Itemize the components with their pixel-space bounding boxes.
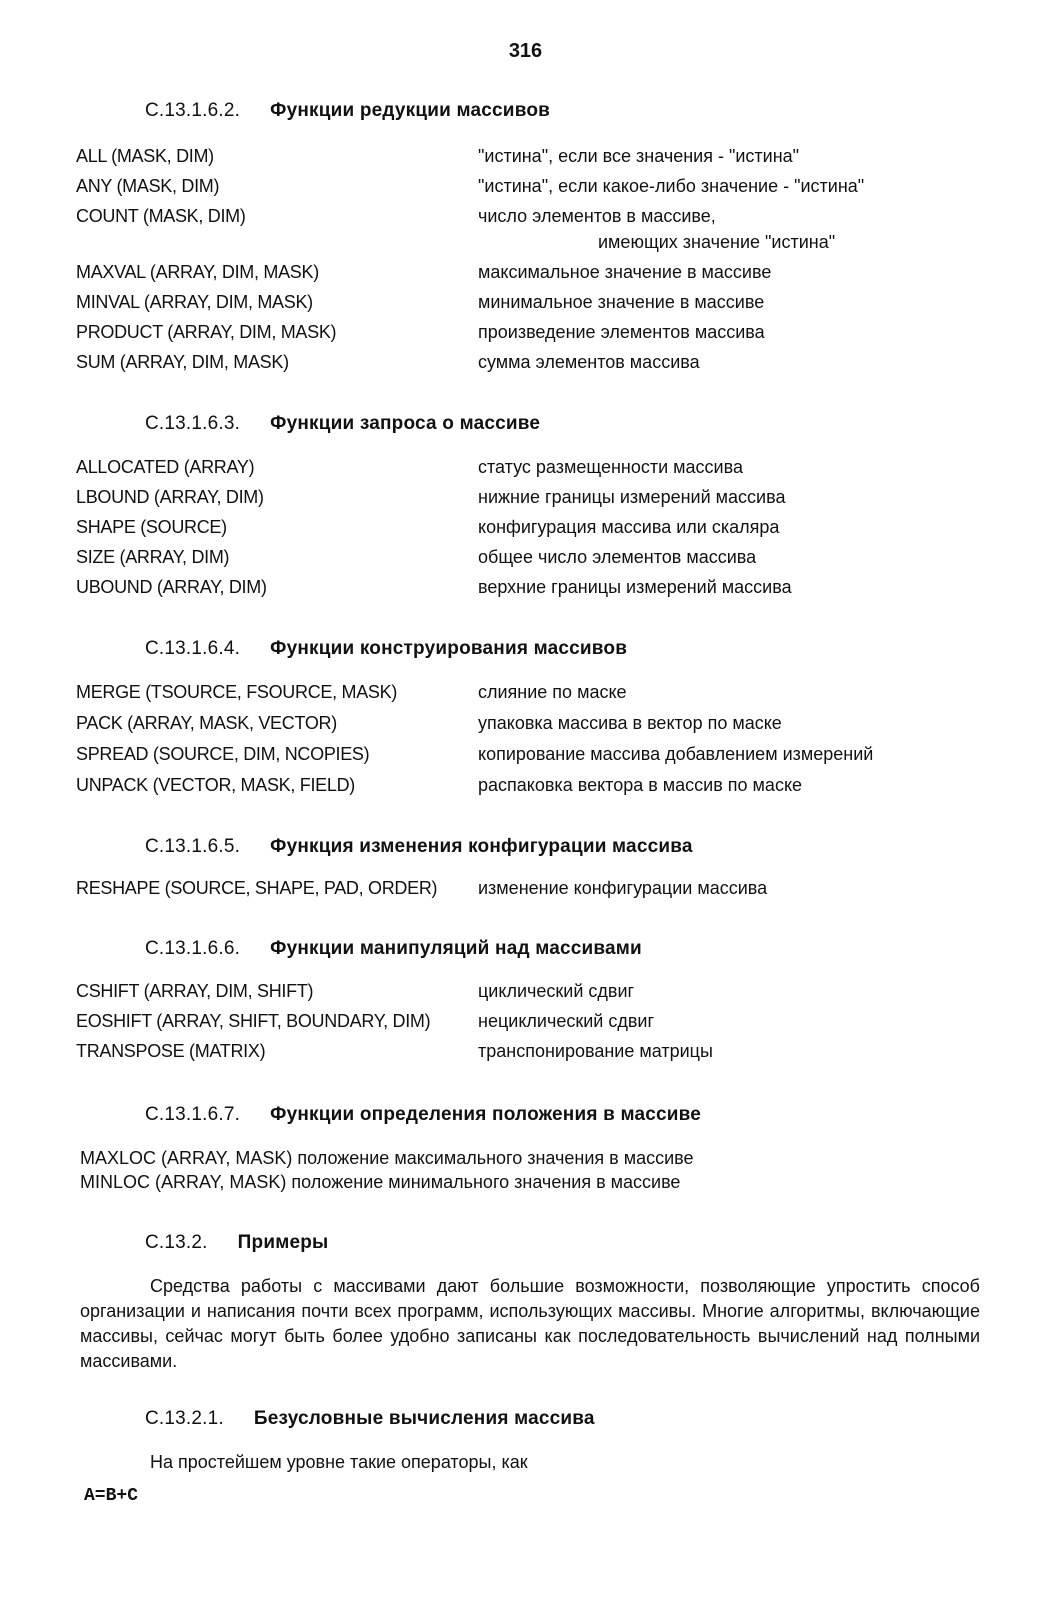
section-title: Функция изменения конфигурации массива	[270, 836, 693, 857]
section-heading	[145, 1408, 595, 1430]
section-number: С.13.1.6.6.	[145, 938, 241, 959]
list-item: MINLOC (ARRAY, MASK) положение минимального значения в массиве	[80, 1172, 681, 1192]
list-item	[0, 352, 1051, 382]
section-title: Функции манипуляций над массивами	[270, 938, 642, 959]
section-heading	[145, 836, 693, 858]
list-item-continuation	[0, 232, 1051, 262]
function-description: нижние границы измерений массива	[478, 487, 786, 507]
list-item	[0, 292, 1051, 322]
list-item	[0, 146, 1051, 176]
function-signature: PRODUCT (ARRAY, DIM, MASK)	[76, 322, 337, 342]
section-heading	[145, 100, 550, 122]
section-title: Функции редукции массивов	[270, 100, 551, 121]
section-heading	[145, 638, 627, 660]
function-description: копирование массива добавлением измерений	[478, 744, 874, 764]
section-number: С.13.2.	[145, 1232, 208, 1253]
section-number: С.13.1.6.3.	[145, 413, 241, 434]
function-description: статус размещенности массива	[478, 457, 743, 477]
function-signature: TRANSPOSE (MATRIX)	[76, 1041, 266, 1061]
list-item	[0, 1011, 1051, 1041]
function-signature: COUNT (MASK, DIM)	[76, 206, 246, 226]
section-title: Функции запроса о массиве	[270, 413, 541, 434]
list-item	[0, 487, 1051, 517]
function-signature: SPREAD (SOURCE, DIM, NCOPIES)	[76, 744, 370, 764]
list-item	[0, 577, 1051, 607]
function-signature: CSHIFT (ARRAY, DIM, SHIFT)	[76, 981, 314, 1001]
intro-text: На простейшем уровне такие операторы, как	[150, 1452, 528, 1472]
function-description: "истина", если все значения - "истина"	[478, 146, 800, 166]
list-item	[0, 262, 1051, 292]
list-item	[0, 322, 1051, 352]
section-heading	[145, 1232, 328, 1254]
section-number: С.13.1.6.2.	[145, 100, 241, 121]
function-signature: MAXVAL (ARRAY, DIM, MASK)	[76, 262, 319, 282]
list-item	[0, 981, 1051, 1011]
function-signature: SIZE (ARRAY, DIM)	[76, 547, 230, 567]
function-description: максимальное значение в массиве	[478, 262, 772, 282]
function-signature: ANY (MASK, DIM)	[76, 176, 220, 196]
section-number: С.13.1.6.4.	[145, 638, 241, 659]
function-signature: LBOUND (ARRAY, DIM)	[76, 487, 264, 507]
section-heading	[145, 938, 642, 960]
section-title: Функции определения положения в массиве	[270, 1104, 702, 1125]
list-item	[0, 547, 1051, 577]
list-item	[0, 176, 1051, 206]
function-description: сумма элементов массива	[478, 352, 700, 372]
function-description: изменение конфигурации массива	[478, 878, 768, 898]
section-title: Примеры	[237, 1232, 329, 1253]
function-description: слияние по маске	[478, 682, 627, 702]
function-signature: PACK (ARRAY, MASK, VECTOR)	[76, 713, 337, 733]
section-number: С.13.2.1.	[145, 1408, 224, 1429]
list-item	[0, 878, 1051, 908]
function-description: общее число элементов массива	[478, 547, 757, 567]
function-description-continuation: имеющих значение "истина"	[598, 232, 836, 252]
section-number: С.13.1.6.7.	[145, 1104, 241, 1125]
function-description: упаковка массива в вектор по маске	[478, 713, 782, 733]
function-description: конфигурация массива или скаляра	[478, 517, 780, 537]
section-title: Безусловные вычисления массива	[253, 1408, 595, 1429]
function-description: нециклический сдвиг	[478, 1011, 655, 1031]
list-item	[0, 744, 1051, 774]
section-title: Функции конструирования массивов	[270, 638, 628, 659]
function-signature: ALLOCATED (ARRAY)	[76, 457, 255, 477]
list-item	[0, 713, 1051, 743]
function-description: произведение элементов массива	[478, 322, 765, 342]
function-signature: SUM (ARRAY, DIM, MASK)	[76, 352, 289, 372]
section-heading	[145, 413, 540, 435]
page-number: 316	[508, 40, 543, 62]
function-description: "истина", если какое-либо значение - "истина"	[478, 176, 865, 196]
function-description: циклический сдвиг	[478, 981, 635, 1001]
function-signature: MINVAL (ARRAY, DIM, MASK)	[76, 292, 313, 312]
section-heading	[145, 1104, 701, 1126]
function-description: транспонирование матрицы	[478, 1041, 713, 1061]
function-signature: RESHAPE (SOURCE, SHAPE, PAD, ORDER)	[76, 878, 438, 898]
function-signature: MERGE (TSOURCE, FSOURCE, MASK)	[76, 682, 398, 702]
function-signature: EOSHIFT (ARRAY, SHIFT, BOUNDARY, DIM)	[76, 1011, 431, 1031]
body-paragraph: Средства работы с массивами дают большие возможности, позволяющие упростить способ организации и написания почти всех программ, использующих массивы. Многие алгоритмы, включающие массивы, сейчас могут быть более удобно записаны как последовательность вычислений над полными массивами.	[80, 1276, 980, 1371]
function-signature: ALL (MASK, DIM)	[76, 146, 214, 166]
list-item: MAXLOC (ARRAY, MASK) положение максимального значения в массиве	[80, 1148, 694, 1168]
list-item	[0, 457, 1051, 487]
function-description: верхние границы измерений массива	[478, 577, 792, 597]
function-signature: UBOUND (ARRAY, DIM)	[76, 577, 267, 597]
function-signature: UNPACK (VECTOR, MASK, FIELD)	[76, 775, 355, 795]
function-description: число элементов в массиве,	[478, 206, 716, 226]
section-number: С.13.1.6.5.	[145, 836, 241, 857]
function-signature: SHAPE (SOURCE)	[76, 517, 227, 537]
list-item	[0, 682, 1051, 712]
function-description: минимальное значение в массиве	[478, 292, 765, 312]
code-statement: A=B+C	[84, 1486, 139, 1506]
list-item	[0, 775, 1051, 805]
function-description: распаковка вектора в массив по маске	[478, 775, 803, 795]
list-item	[0, 517, 1051, 547]
list-item	[0, 1041, 1051, 1071]
